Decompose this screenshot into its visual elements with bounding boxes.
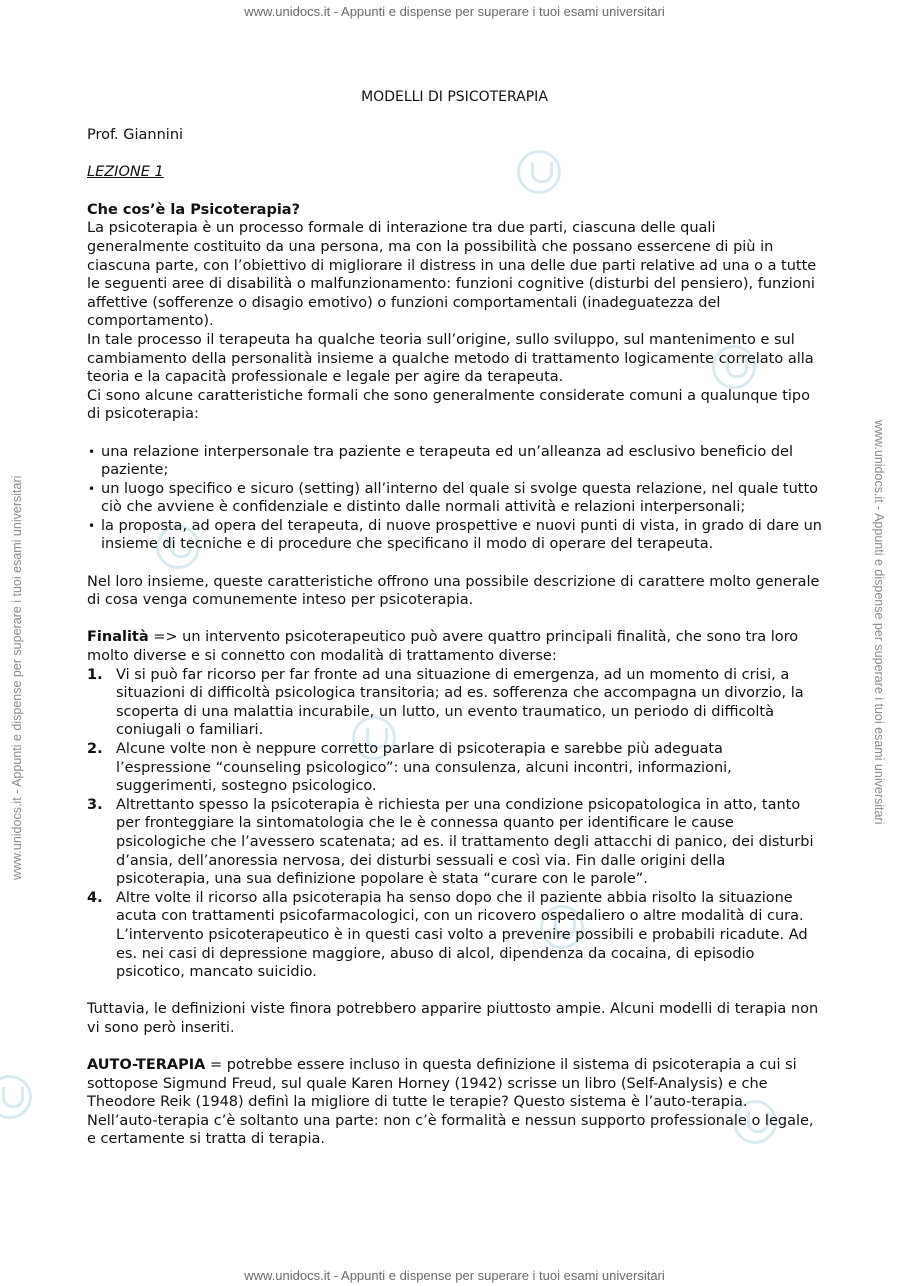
list-item — [87, 740, 822, 796]
finalita-label: Finalità — [87, 629, 149, 646]
list-item — [87, 889, 822, 982]
lesson-label: LEZIONE 1 — [87, 164, 164, 181]
watermark-banner-bottom: www.unidocs.it - Appunti e dispense per superare i tuoi esami universitari — [244, 1268, 665, 1283]
bullet-list — [87, 443, 822, 555]
auto-terapia-paragraph — [87, 1056, 822, 1149]
page-title: MODELLI DI PSICOTERAPIA — [361, 89, 548, 105]
list-item: • una relazione interpersonale tra paziente e terapeuta ed un’alleanza ad esclusivo beneficio del paziente; — [87, 443, 822, 480]
finalita-text: => un intervento psicoterapeutico può avere quattro principali finalità, che sono tra loro molto diverse e si connetto con modalità di trattamento diverse: — [87, 629, 799, 665]
list-item — [87, 666, 822, 740]
list-number: 4. — [87, 889, 103, 906]
auto-terapia-label: AUTO-TERAPIA — [87, 1057, 206, 1074]
list-item: • un luogo specifico e sicuro (setting) all’interno del quale si svolge questa relazione, nel quale tutto ciò che avviene è confidenziale e distinto dalle normali attività e relazioni interpersonali; — [87, 480, 822, 517]
paragraph: Ci sono alcune caratteristiche formali che sono generalmente considerate comuni a qualunque tipo di psicoterapia: — [87, 387, 810, 423]
document-body — [87, 88, 822, 1149]
list-number: 3. — [87, 796, 103, 813]
paragraph: Nel loro insieme, queste caratteristiche offrono una possibile descrizione di carattere molto generale di cosa venga comunemente inteso per psicoterapia. — [87, 573, 820, 609]
list-item — [87, 796, 822, 889]
numbered-list — [87, 666, 822, 982]
list-item: • la proposta, ad opera del terapeuta, di nuove prospettive e nuovi punti di vista, in grado di dare un insieme di tecniche e di procedure che specificano il modo di operare del terapeuta. — [87, 517, 822, 554]
watermark-side-left: www.unidocs.it - Appunti e dispense per superare i tuoi esami universitari — [10, 475, 24, 880]
paragraph: La psicoterapia è un processo formale di interazione tra due parti, ciascuna delle quali generalmente costituito da una persona, ma con la possibilità che possano essercene di più in ciascuna parte, con l’obiettivo di migliorare il distress in una delle due parti relative ad una o a tutte le seguenti aree di disabilità o malfunzionamento: funzioni cognitive (disturbi del pensiero), funzioni affettive (sofferenze o disagio emotivo) o funzioni comportamentali (inadeguatezza del comportamento). — [87, 220, 817, 330]
list-item-text: Vi si può far ricorso per far fronte ad una situazione di emergenza, ad un momento di crisi, a situazioni di difficoltà psicologica transitoria; ad es. sofferenza che accompagna un divorzio, la scoperta di una malattia incurabile, un lutto, un evento traumatico, un periodo di difficoltà coniugali o familiari. — [116, 666, 804, 739]
paragraph: In tale processo il terapeuta ha qualche teoria sull’origine, sullo sviluppo, sul mantenimento e sul cambiamento della personalità insieme a qualche metodo di trattamento logicamente correlato alla teoria e la capacità professionale e legale per agire da terapeuta. — [87, 331, 814, 386]
professor-name: Prof. Giannini — [87, 126, 184, 143]
list-item-text: Altrettanto spesso la psicoterapia è richiesta per una condizione psicopatologica in atto, tanto per fronteggiare la sintomatologia che le è connessa quanto per identificare le cause psicologiche che l’avessero scatenata; ad es. il trattamento degli attacchi di panico, dei disturbi d’ansia, dell’anoressia nervosa, dei disturbi sessuali e così via. Fin dalle origini della psicoterapia, una sua definizione popolare è stata “curare con le parole”. — [116, 796, 814, 888]
finalita-paragraph — [87, 628, 822, 665]
section-heading: Che cos’è la Psicoterapia? — [87, 201, 301, 218]
paragraph: Tuttavia, le definizioni viste finora potrebbero apparire piuttosto ampie. Alcuni modelli di terapia non vi sono però inseriti. — [87, 1001, 819, 1036]
watermark-banner-top: www.unidocs.it - Appunti e dispense per superare i tuoi esami universitari — [244, 4, 665, 19]
list-number: 1. — [87, 666, 103, 683]
auto-terapia-text: = potrebbe essere incluso in questa definizione il sistema di psicoterapia a cui si sottopose Sigmund Freud, sul quale Karen Horney (1942) scrisse un libro (Self-Analysis) e che Theodore Reik (1948) definì la migliore di tutte le terapie? Questo sistema è l’auto-terapia. Nell’auto-terapia c’è soltanto una parte: non c’è formalità e nessun supporto professionale o legale, e certamente si tratta di terapia. — [87, 1057, 814, 1148]
list-item-text: Altre volte il ricorso alla psicoterapia ha senso dopo che il paziente abbia risolto la situazione acuta con trattamenti psicofarmacologici, con un ricovero ospedaliero o altre modalità di cura. L’intervento psicoterapeutico è in questi casi volto a prevenire possibili e probabili ricadute. Ad es. nei casi di depressione maggiore, abuso di alcol, dipendenza da cocaina, di episodio psicotico, mancato suicidio. — [116, 889, 808, 981]
list-number: 2. — [87, 741, 103, 757]
watermark-side-right: www.unidocs.it - Appunti e dispense per superare i tuoi esami universitari — [872, 420, 886, 825]
list-item-text: Alcune volte non è neppure corretto parlare di psicoterapia e sarebbe più adeguata l’espressione “counseling psicologico”: una consulenza, alcuni incontri, informazioni, suggerimenti, sostegno psicologico. — [116, 741, 732, 795]
watermark-logo-icon — [0, 1075, 32, 1119]
